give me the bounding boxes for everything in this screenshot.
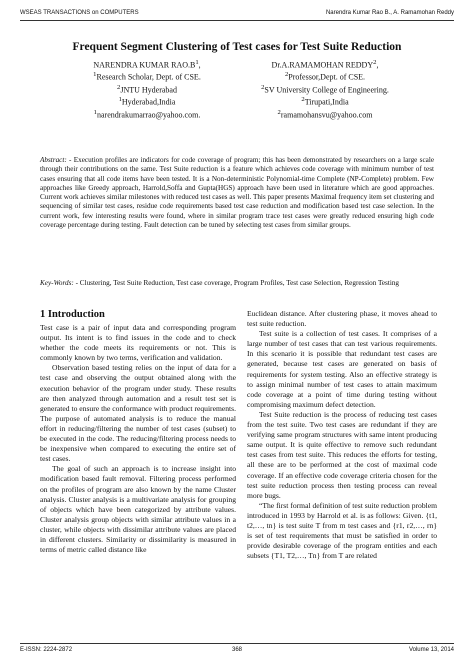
abstract — [40, 156, 434, 230]
author-affiliation: $^2$SV University College of Engineering. — [261, 83, 389, 95]
paragraph: The goal of such an approach is to increase insight into modification based fault removal. Filtering process performed on the profiles of program are also known by the name Cluster analysis. Cluster analysis is a multivariate analysis for grouping of objects which have been categorized by attribute values. Cluster analysis group objects with similar attribute values in a cluster, while objects with dissimilar attribute values are placed in different clusters. Similarity or dissimilarity is measured in terms of metric called distance like — [40, 464, 236, 555]
author-name: NARENDRA KUMAR $RAO.B^1$, — [93, 59, 201, 70]
header-authors: Narendra Kumar Rao B., A. Ramamohan Reddy — [325, 10, 454, 16]
section-heading: 1 Introduction — [40, 309, 105, 320]
author-affiliation: $^2$JNTU Hyderabad — [117, 83, 177, 95]
author-block-2 — [240, 58, 410, 120]
paragraph: “The first formal definition of test suite reduction problem introduced in 1993 by Harrold et al. is as follows: Given. {t1, t2,…, tn} is test suite T from m test cases and {r1, r2,…, rn} is set of test requirements that must be satisfied in order to provide desirable coverage of the program entities and each subsets {T1, T2,…, Tn} from T are related — [247, 500, 437, 561]
paragraph: Test Suite reduction is the process of reducing test cases from the test suite. Two test cases are redundant if they are verifying same program structures with same intent producing same output. It is quite effective to remove such redundant test cases from test suite. This reduces the efforts for testing, all these are to be performed at the cost of maximal code coverage. If an effective code coverage criteria chosen for the test suite reduction process then testing process can reveal more bugs. — [247, 409, 437, 500]
author-email: $^2$ramamohansvu@yahoo.com — [277, 108, 373, 120]
paper-title: Frequent Segment Clustering of Test cases for Test Suite Reduction — [72, 41, 402, 53]
paragraph: Euclidean distance. After clustering phase, it moves ahead to test suite reduction. — [247, 309, 437, 329]
keywords-label: Key-Words: - — [40, 279, 78, 287]
abstract-text: Execution profiles are indicators for code coverage of program; this has been demonstrated by researchers on a large scale through their contributions on the same. Test Suite reduction is a feature which achieves code coverage with minimum number of test cases ensuring that all code items have been tested. It is a Non-deterministic Polynomial-time Complete (NP-Complete) problem. Few approaches like Greedy approach, Harrold,Soffa and Gupta(HGS) approach have been used in literature which are good approaches. Current work achieves similar milestones with reduced test cases as well. This paper presents Maximal frequency item set clustering and sequencing of similar test cases, residue code requirements based test case reduction and modification based test case selection. In the current work, few interesting results were found, where in similar program trace test cases were greatly reduced ensuring high code coverage percentage during testing. Fault detection can be tuned by selecting test cases from similar groups. — [40, 156, 435, 230]
author-block-1 — [62, 58, 232, 120]
author-email: $^1$narendrakumarrao@yahoo.com. — [93, 108, 201, 120]
journal-name: WSEAS TRANSACTIONS on COMPUTERS — [20, 10, 139, 16]
author-name: Dr.A.RAMAMOHAN REDDY$^2$, — [271, 59, 379, 70]
author-affiliation: $^2$Professor,Dept. of CSE. — [284, 71, 366, 83]
left-column — [40, 309, 236, 555]
abstract-label: Abstract: - — [40, 156, 72, 164]
keywords-text: Clustering, Test Suite Reduction, Test case coverage, Program Profiles, Test case Selection, Regression Testing — [79, 279, 400, 287]
keywords — [40, 279, 434, 288]
paragraph: Test suite is a collection of test cases. It comprises of a large number of test cases that can test various requirements. In this scenario it is possible that redundant test cases are generated, because test cases are generated on basis of requirements for system testing. Also an effective strategy is to assign minimal number of test cases to attain maximum code coverage at a point of time during testing without compromising maximum defect detection. — [247, 329, 437, 409]
page-number: 368 — [231, 647, 243, 653]
volume: Volume 13, 2014 — [408, 647, 454, 653]
paragraph: Test case is a pair of input data and corresponding program output. Its intent is to find issues in the code and to check whether the code meets its requirements or not. This is commonly known by two terms, verification and validation. — [40, 323, 236, 363]
right-column — [247, 309, 437, 561]
paragraph: Observation based testing relies on the input of data for a test case and observing the output obtained along with the execution behavior of the program under study. These results are then analyzed through automation and a result test set is generated to ensure the conformance with product requirements. The purpose of automated analysis is to reduce the manual effort in reducing/filtering the number of test cases (subset) to be executed in the code. The reducing/filtering process needs to be inexpensive when compared to executing the entire set of test cases. — [40, 363, 236, 464]
running-footer — [20, 643, 454, 656]
author-affiliation: $^1$Research Scholar, Dept. of CSE. — [93, 71, 201, 83]
author-location: $^2$Tirupati,India — [301, 96, 349, 108]
running-header — [20, 10, 454, 21]
issn: E-ISSN: 2224-2872 — [20, 647, 73, 653]
author-location: $^1$Hyderabad,India — [118, 96, 176, 108]
